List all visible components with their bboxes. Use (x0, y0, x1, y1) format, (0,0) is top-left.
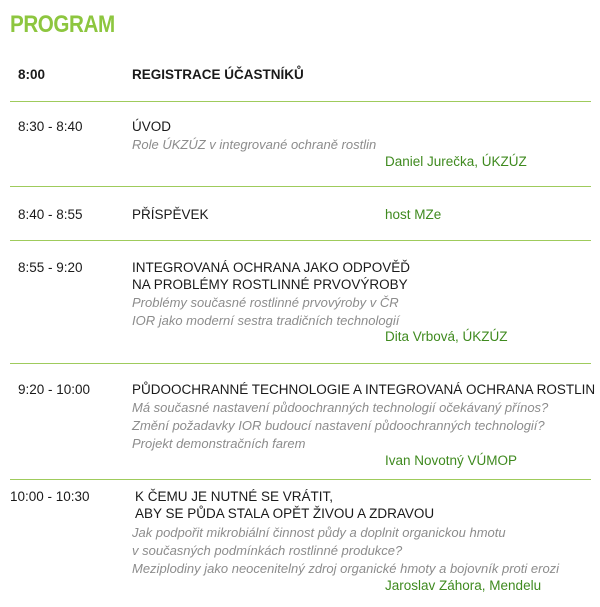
divider (10, 240, 591, 241)
item-time: 9:20 - 10:00 (18, 382, 91, 397)
item-time: 8:30 - 8:40 (18, 119, 83, 134)
item-time: 8:00 (18, 67, 46, 82)
item-subtopic: Meziplodiny jako neocenitelný zdroj organické hmoty a bojovník proti erozi (132, 561, 560, 576)
item-speaker: host MZe (385, 207, 442, 222)
item-time: 8:40 - 8:55 (18, 207, 83, 222)
item-speaker: Ivan Novotný VÚMOP (385, 453, 518, 468)
item-heading: REGISTRACE ÚČASTNÍKŮ (132, 67, 304, 82)
divider (10, 186, 591, 187)
item-heading: K ČEMU JE NUTNÉ SE VRÁTIT, (135, 489, 334, 504)
program-title: PROGRAM (10, 11, 115, 38)
item-subtopic: Role ÚKZÚZ v integrované ochraně rostlin (132, 137, 377, 152)
divider (10, 479, 591, 480)
divider (10, 363, 591, 364)
divider (10, 101, 591, 102)
item-time: 8:55 - 9:20 (18, 260, 83, 275)
item-subtopic: IOR jako moderní sestra tradičních technologií (132, 313, 400, 328)
item-time: 10:00 - 10:30 (10, 489, 90, 504)
item-subtopic: Změní požadavky IOR budoucí nastavení půdoochranných technologií? (132, 418, 545, 433)
item-subtopic: Jak podpořit mikrobiální činnost půdy a doplnit organickou hmotu (132, 525, 506, 540)
item-subtopic: Má současné nastavení půdoochranných technologií očekávaný přínos? (132, 400, 549, 415)
item-heading-line2: ABY SE PŮDA STALA OPĚT ŽIVOU A ZDRAVOU (135, 506, 435, 521)
item-subtopic: Projekt demonstračních farem (132, 436, 306, 451)
item-speaker: Daniel Jurečka, ÚKZÚZ (385, 154, 527, 169)
item-speaker: Dita Vrbová, ÚKZÚZ (385, 329, 508, 344)
item-speaker: Jaroslav Záhora, Mendelu (385, 578, 542, 593)
item-heading: INTEGROVANÁ OCHRANA JAKO ODPOVĚĎ (132, 260, 411, 275)
item-subtopic: v současných podmínkách rostlinné produkce? (132, 543, 403, 558)
item-subtopic: Problémy současné rostlinné prvovýroby v ČR (132, 295, 399, 310)
item-heading: PŮDOOCHRANNÉ TECHNOLOGIE A INTEGROVANÁ OCHRANA ROSTLIN (132, 382, 596, 397)
item-heading: ÚVOD (132, 119, 172, 134)
item-heading-line2: NA PROBLÉMY ROSTLINNÉ PRVOVÝROBY (132, 277, 408, 292)
item-heading: PŘÍSPĚVEK (132, 207, 209, 222)
